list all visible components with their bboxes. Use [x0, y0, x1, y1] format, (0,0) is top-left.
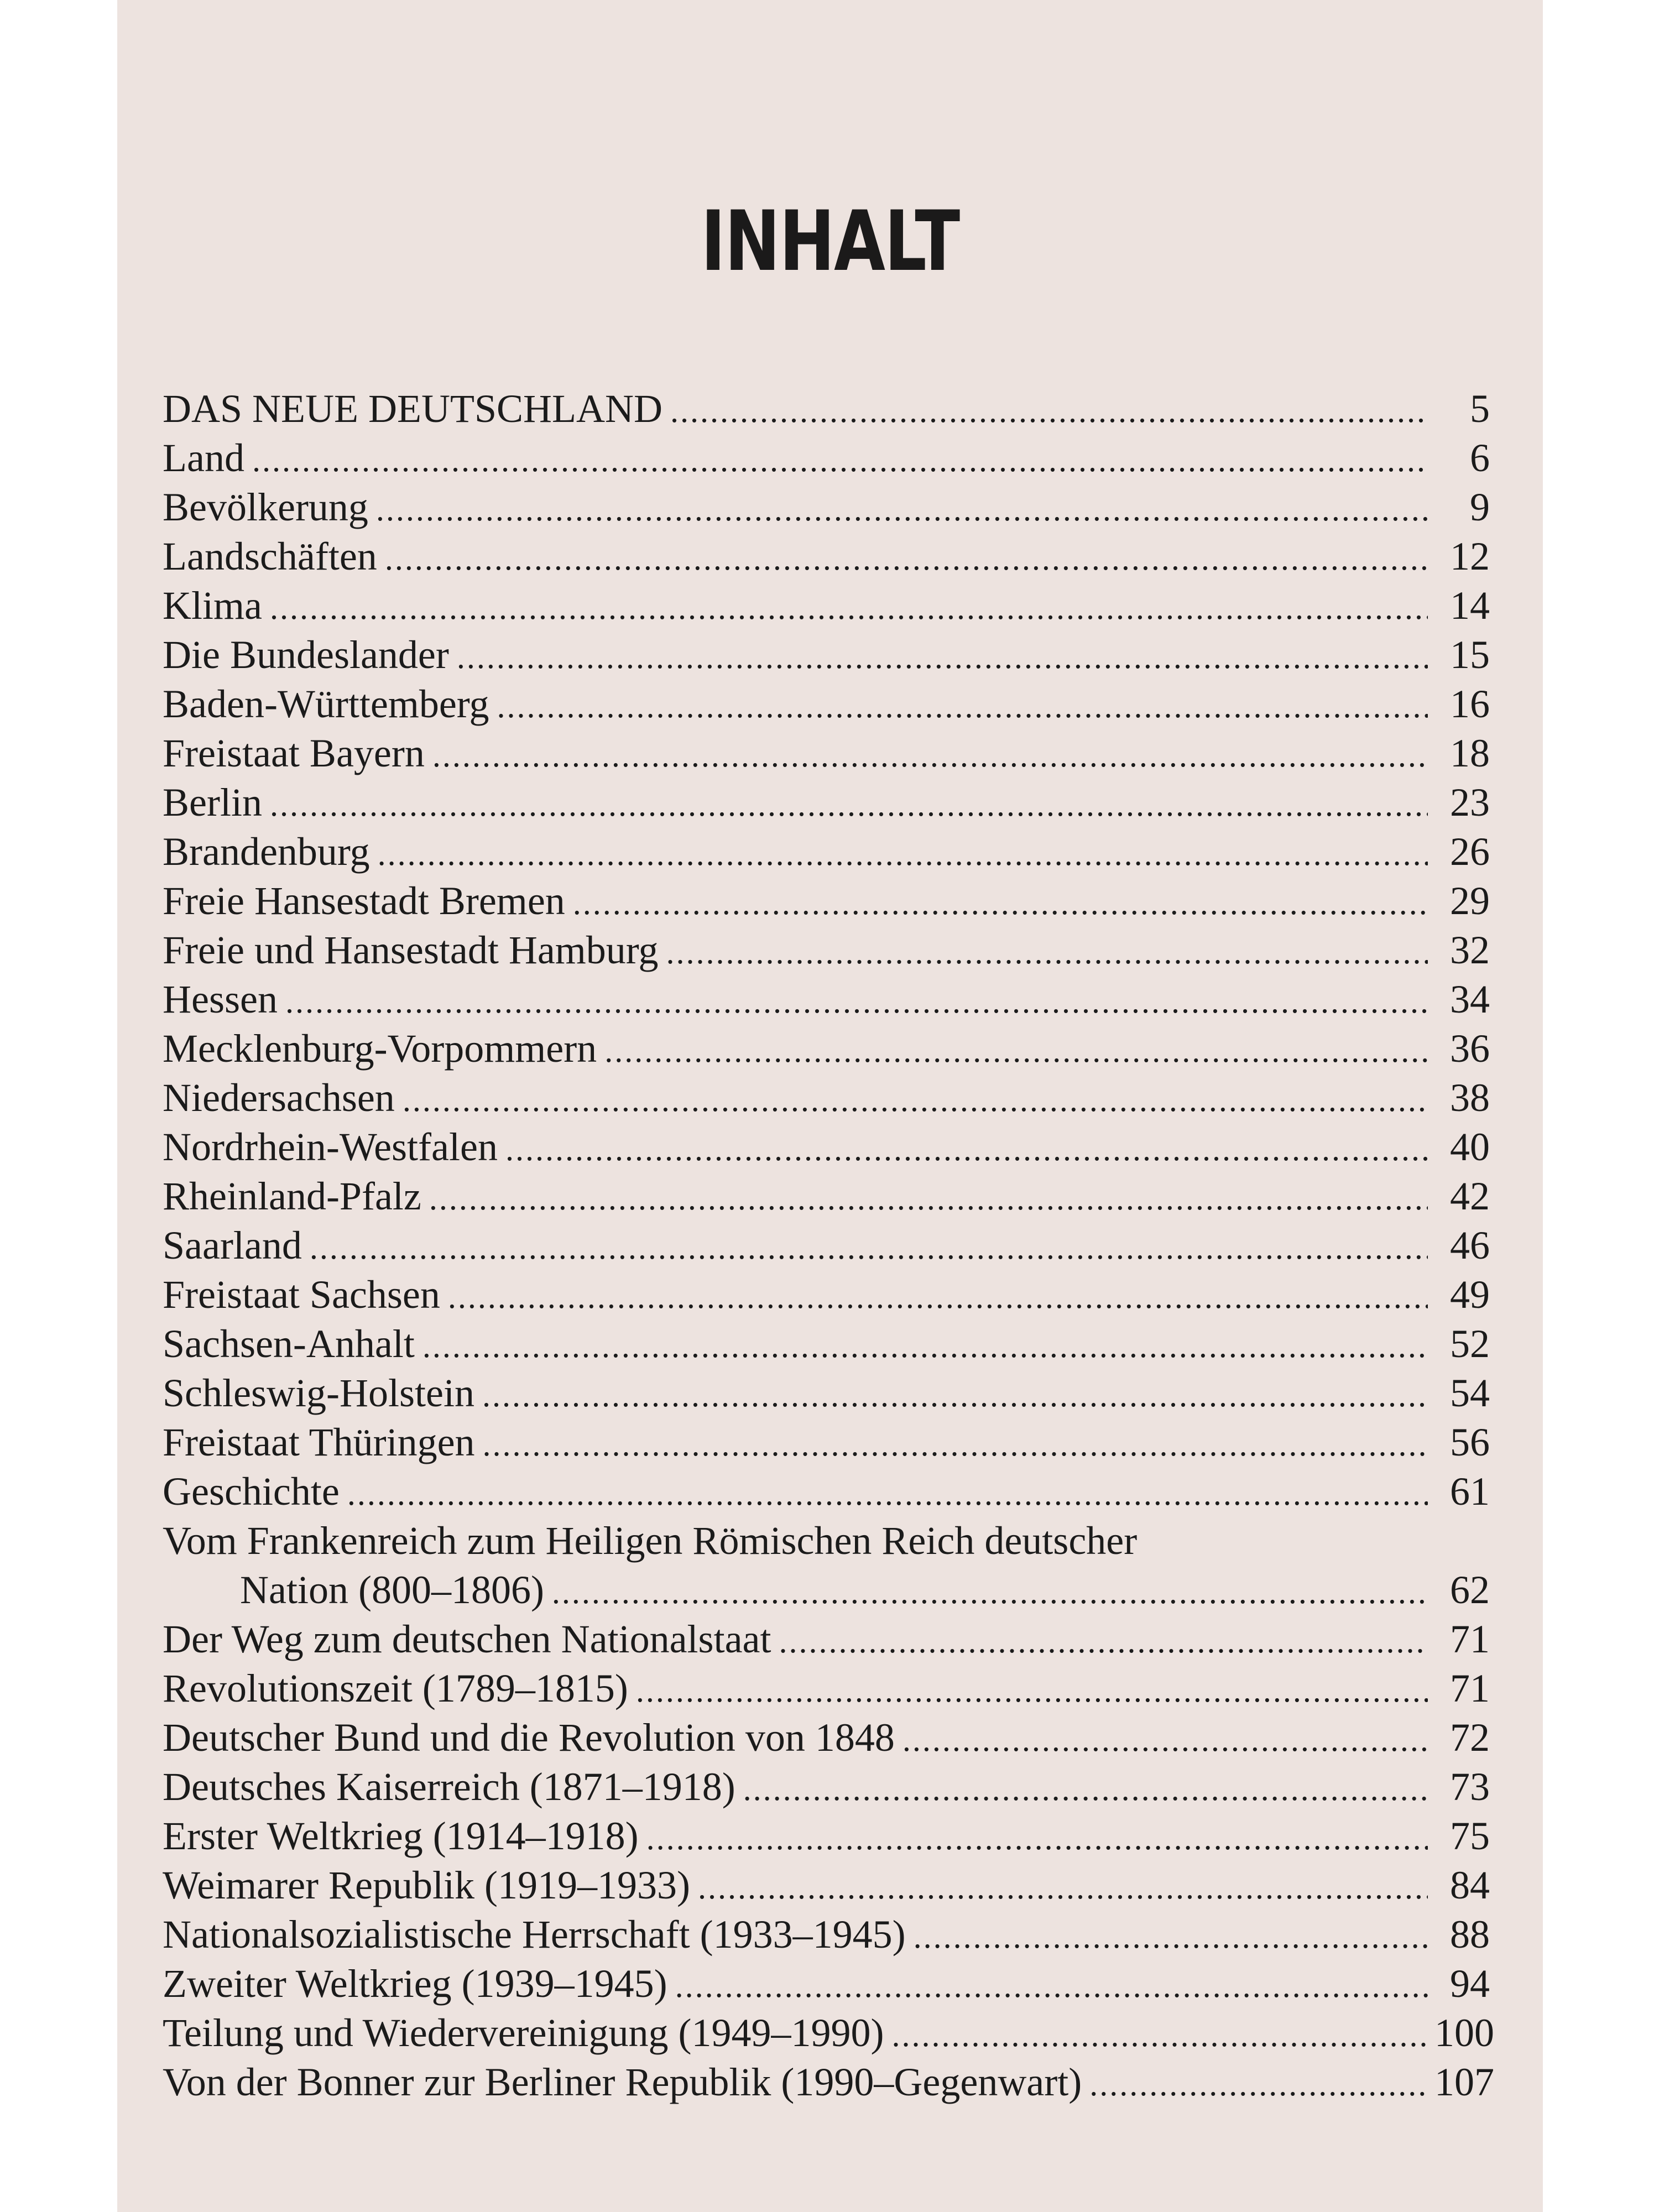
dot-leader	[891, 2011, 1428, 2060]
toc-entry	[163, 1812, 1490, 1861]
toc-entry-label: Mecklenburg-Vorpommern	[163, 1026, 597, 1071]
toc-page-number: 71	[1450, 1617, 1490, 1661]
toc-page-number: 9	[1470, 485, 1490, 529]
toc-page-number: 12	[1450, 534, 1490, 578]
dot-leader	[670, 387, 1428, 436]
toc-entry-label: Brandenburg	[163, 830, 370, 874]
toc-page-number: 18	[1450, 731, 1490, 775]
toc-entry-label: Baden-Württemberg	[163, 682, 489, 726]
toc-entry-label: Deutsches Kaiserreich (1871–1918)	[163, 1765, 735, 1809]
toc-entry-label: Deutscher Bund und die Revolution von 1848	[163, 1715, 895, 1760]
dot-leader	[743, 1765, 1428, 1814]
toc-entry-label: Geschichte	[163, 1469, 340, 1514]
toc-entry	[163, 532, 1490, 581]
toc-entry-label: Nation (800–1806)	[240, 1568, 544, 1612]
dot-leader	[403, 1076, 1428, 1125]
toc-entry-label: Teilung und Wiedervereinigung (1949–1990)	[163, 2011, 884, 2055]
toc-page-number: 6	[1470, 436, 1490, 480]
dot-leader	[552, 1568, 1428, 1617]
toc-entry	[163, 1959, 1490, 2008]
toc-page-number: 56	[1450, 1420, 1490, 1464]
dot-leader	[482, 1371, 1428, 1420]
toc-entry-label: Nordrhein-Westfalen	[163, 1125, 498, 1169]
dot-leader	[636, 1666, 1428, 1715]
toc-entry	[163, 1664, 1490, 1713]
toc-entry	[163, 1024, 1490, 1073]
toc-entry	[163, 630, 1490, 680]
toc-entry-label: Schleswig-Holstein	[163, 1371, 474, 1415]
toc-page-number: 100	[1434, 2011, 1494, 2055]
toc-entry-label: Sachsen-Anhalt	[163, 1322, 415, 1366]
toc-entry	[163, 581, 1490, 630]
toc-entry	[163, 827, 1490, 877]
dot-leader	[646, 1814, 1428, 1863]
toc-entry	[163, 1123, 1490, 1172]
toc-page-number: 54	[1450, 1371, 1490, 1415]
toc-page-number: 61	[1450, 1469, 1490, 1514]
toc-page-number: 34	[1450, 977, 1490, 1021]
toc-entry	[163, 2058, 1494, 2107]
toc-page-number: 14	[1450, 583, 1490, 628]
toc-page-number: 84	[1450, 1863, 1490, 1907]
dot-leader	[270, 780, 1428, 830]
toc-page-number: 23	[1450, 780, 1490, 825]
dot-leader	[483, 1420, 1428, 1469]
toc-entry	[163, 1910, 1490, 1959]
toc-entry	[163, 926, 1490, 975]
toc-page-number: 15	[1450, 633, 1490, 677]
toc-page-number: 62	[1450, 1568, 1490, 1612]
toc-entry-label: Nationalsozialistische Herrschaft (1933–1945)	[163, 1912, 906, 1957]
toc-entry-label: Berlin	[163, 780, 262, 825]
toc-entry	[163, 1073, 1490, 1123]
toc-entry-first-line	[163, 1516, 1490, 1566]
toc-entry-label: Freistaat Sachsen	[163, 1272, 440, 1317]
dot-leader	[779, 1617, 1428, 1666]
toc-entry	[163, 483, 1490, 532]
toc-entry-label: Saarland	[163, 1223, 302, 1267]
toc-page-number: 38	[1450, 1076, 1490, 1120]
toc-page-number: 88	[1450, 1912, 1490, 1957]
toc-entry-label: Revolutionszeit (1789–1815)	[163, 1666, 628, 1710]
dot-leader	[604, 1026, 1428, 1076]
toc-page-number: 73	[1450, 1765, 1490, 1809]
toc-page-number: 16	[1450, 682, 1490, 726]
toc-page-number: 32	[1450, 928, 1490, 972]
dot-leader	[429, 1174, 1428, 1223]
toc-entry-label: Erster Weltkrieg (1914–1918)	[163, 1814, 639, 1858]
toc-entry	[163, 975, 1490, 1024]
toc-entry-label: Freistaat Bayern	[163, 731, 425, 775]
toc-entry	[163, 680, 1490, 729]
toc-entry	[163, 1418, 1490, 1467]
dot-leader	[457, 633, 1428, 682]
toc-page-number: 107	[1434, 2060, 1494, 2104]
toc-entry	[163, 1861, 1490, 1910]
toc-entry-label: Land	[163, 436, 244, 480]
dot-leader	[902, 1715, 1428, 1765]
dot-leader	[914, 1912, 1428, 1961]
toc-page-number: 36	[1450, 1026, 1490, 1071]
dot-leader	[448, 1272, 1428, 1322]
toc-entry	[163, 729, 1490, 778]
dot-leader	[347, 1469, 1428, 1519]
toc-entry	[163, 1319, 1490, 1369]
toc-entry-label: Landschäften	[163, 534, 377, 578]
toc-entry-label: Bevölkerung	[163, 485, 368, 529]
dot-leader	[698, 1863, 1428, 1912]
dot-leader	[252, 436, 1428, 485]
toc-entry	[163, 1566, 1490, 1615]
dot-leader	[497, 682, 1428, 731]
toc-entry	[163, 1615, 1490, 1664]
toc-page-number: 94	[1450, 1961, 1490, 2006]
dot-leader	[270, 583, 1428, 633]
toc-entry-label: Die Bundeslander	[163, 633, 449, 677]
dot-leader	[432, 731, 1428, 780]
toc-entry-label: Niedersachsen	[163, 1076, 395, 1120]
toc-entry	[163, 384, 1490, 434]
toc-page-number: 42	[1450, 1174, 1490, 1218]
toc-entry	[163, 1467, 1490, 1516]
dot-leader	[385, 534, 1428, 583]
toc-entry-label: Hessen	[163, 977, 278, 1021]
toc-entry	[163, 778, 1490, 827]
toc-page-number: 29	[1450, 879, 1490, 923]
toc-entry-label: Freie Hansestadt Bremen	[163, 879, 565, 923]
dot-leader	[666, 928, 1428, 977]
toc-entry-label: Vom Frankenreich zum Heiligen Römischen Reich deutscher	[163, 1519, 1138, 1563]
toc-page-number: 72	[1450, 1715, 1490, 1760]
toc-entry-label: Weimarer Republik (1919–1933)	[163, 1863, 690, 1907]
dot-leader	[285, 977, 1428, 1026]
toc-entry-label: Freistaat Thüringen	[163, 1420, 475, 1464]
toc-entry	[163, 877, 1490, 926]
toc-entry	[163, 1270, 1490, 1319]
toc-entry-label: Der Weg zum deutschen Nationalstaat	[163, 1617, 771, 1661]
dot-leader	[422, 1322, 1428, 1371]
book-page	[117, 0, 1543, 2212]
toc-entry-label: DAS NEUE DEUTSCHLAND	[163, 387, 662, 431]
toc-page-number: 46	[1450, 1223, 1490, 1267]
toc-entry-label: Von der Bonner zur Berliner Republik (1990–Gegenwart)	[163, 2060, 1082, 2104]
toc-entry	[163, 2008, 1494, 2058]
toc-entry	[163, 1762, 1490, 1812]
toc-page-number: 52	[1450, 1322, 1490, 1366]
toc-page-number: 49	[1450, 1272, 1490, 1317]
dot-leader	[573, 879, 1428, 928]
dot-leader	[310, 1223, 1428, 1272]
toc-page-number: 75	[1450, 1814, 1490, 1858]
dot-leader	[378, 830, 1428, 879]
toc-entry	[163, 1221, 1490, 1270]
toc-entry	[163, 434, 1490, 483]
toc-entry	[163, 1369, 1490, 1418]
dot-leader	[376, 485, 1428, 534]
dot-leader	[505, 1125, 1428, 1174]
toc-page-number: 71	[1450, 1666, 1490, 1710]
toc-entry-label: Freie und Hansestadt Hamburg	[163, 928, 659, 972]
toc-entry	[163, 1172, 1490, 1221]
toc-entry-label: Klima	[163, 583, 262, 628]
toc-entry-label: Zweiter Weltkrieg (1939–1945)	[163, 1961, 667, 2006]
page-title: INHALT	[701, 194, 959, 290]
toc-entry-label: Rheinland-Pfalz	[163, 1174, 421, 1218]
dot-leader	[675, 1961, 1428, 2011]
dot-leader	[1089, 2060, 1428, 2109]
toc-entry	[163, 1713, 1490, 1762]
toc-page-number: 40	[1450, 1125, 1490, 1169]
toc-page-number: 26	[1450, 830, 1490, 874]
toc-page-number: 5	[1470, 387, 1490, 431]
table-of-contents	[163, 384, 1494, 2107]
